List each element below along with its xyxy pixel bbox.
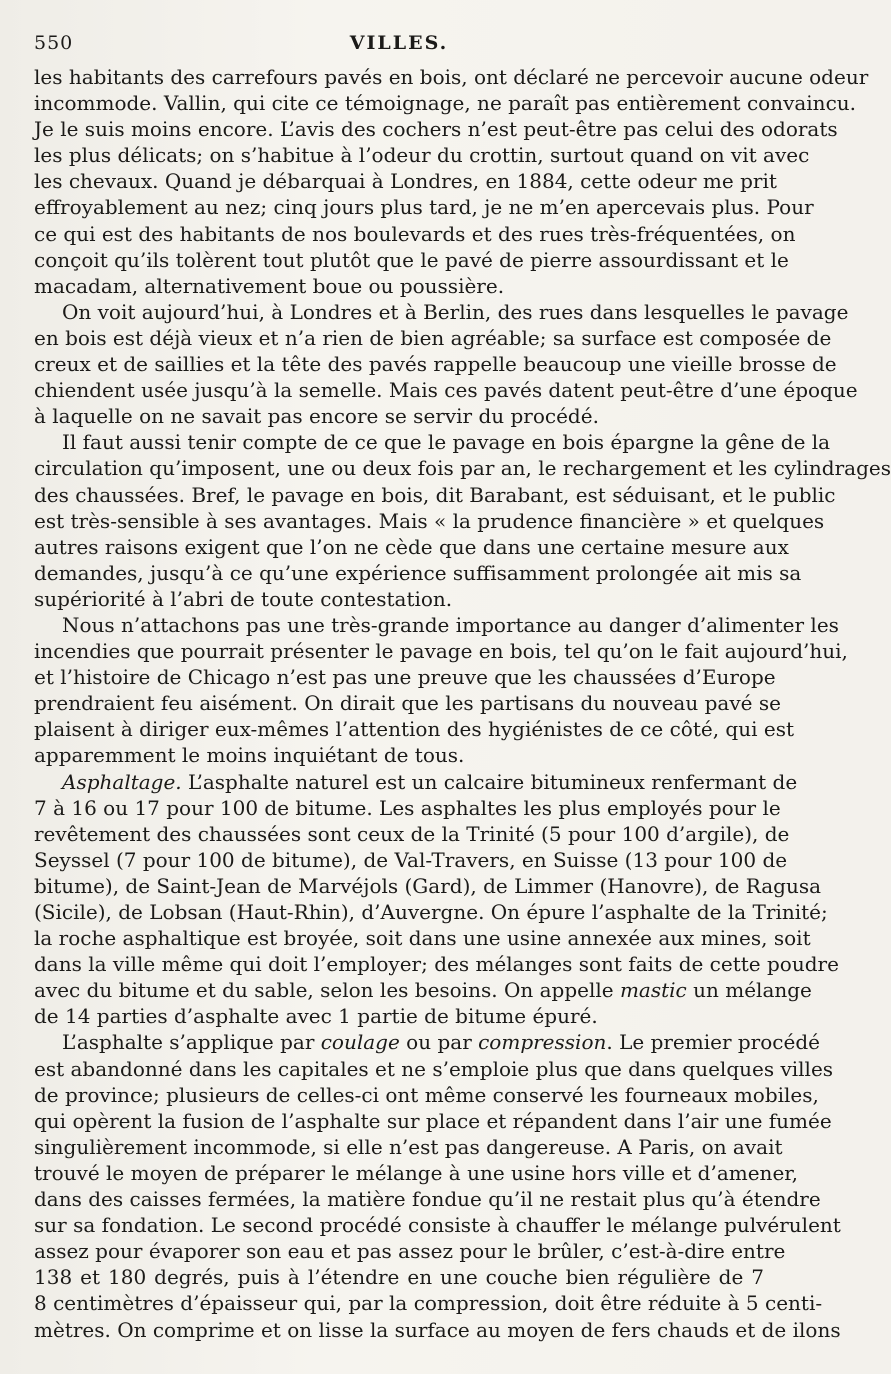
text-line: singulièrement incommode, si elle n’est pas dangereuse. A Paris, on avait [34,1134,783,1159]
text-line: de 14 parties d’asphalte avec 1 partie de bitume épuré. [34,1004,598,1029]
text-line: est abandonné dans les capitales et ne s’emploie plus que dans quelques villes [34,1056,834,1081]
body-text [34,64,891,1343]
text-segment: ilons [786,1317,841,1342]
running-title: VILLES. [349,32,449,54]
text-line: effroyablement au nez; cinq jours plus tard, je ne m’en apercevais plus. Pour [34,195,814,220]
text-line: plaisent à diriger eux-mêmes l’attention des hygiénistes de ce côté, qui est [34,717,794,742]
text-line: 8 centimètres d’épaisseur qui, par la compression, doit être réduite à 5 centi- [34,1291,823,1316]
text-line: incommode. Vallin, qui cite ce témoignage, ne paraît pas entièrement convaincu. [34,91,857,116]
text-line: Seyssel (7 pour 100 de bitume), de Val-Travers, en Suisse (13 pour 100 de [34,847,788,872]
text-line: supériorité à l’abri de toute contestation. [34,586,453,611]
paragraph-start-line [34,769,798,795]
text-line: de province; plusieurs de celles-ci ont même conservé les fourneaux mobiles, [34,1082,819,1107]
text-line: creux et de saillies et la tête des pavés rappelle beaucoup une vieille brosse de [34,352,837,377]
paragraph-start-line: On voit aujourd’hui, à Londres et à Berlin, des rues dans lesquelles le pavage [62,299,849,324]
text-segment: L’asphalte s’applique par [62,1030,321,1055]
text-line: qui opèrent la fusion de l’asphalte sur place et répandent dans l’air une fumée [34,1108,832,1133]
text-line: trouvé le moyen de préparer le mélange à une usine hors ville et d’amener, [34,1160,798,1185]
text-line: les chevaux. Quand je débarquai à Londres, en 1884, cette odeur me prit [34,169,777,194]
term-mastic: mastic [619,978,687,1003]
text-line: ce qui est des habitants de nos boulevards et des rues très-fréquentées, on [34,221,796,246]
text-line: en bois est déjà vieux et n’a rien de bien agréable; sa surface est composée de [34,325,832,350]
text-line: (Sicile), de Lobsan (Haut-Rhin), d’Auvergne. On épure l’asphalte de la Trinité; [34,900,828,924]
text-line: la roche asphaltique est broyée, soit dans une usine annexée aux mines, soit [34,926,811,951]
text-line: incendies que pourrait présenter le pavage en bois, tel qu’on le fait aujourd’hui, [34,639,848,664]
text-line: dans des caisses fermées, la matière fondue qu’il ne restait plus qu’à étendre [34,1187,821,1212]
text-line: dans la ville même qui doit l’employer; des mélanges sont faits de cette poudre [34,952,839,977]
page-number: 550 [34,32,74,54]
text-line: assez pour évaporer son eau et pas assez pour le brûler, c’est-à-dire entre [34,1239,786,1264]
section-heading-asphaltage: Asphaltage. [62,769,182,794]
text-line: Je le suis moins encore. L’avis des cochers n’est peut-être pas celui des odorats [34,117,838,142]
text-line: est très-sensible à ses avantages. Mais « la prudence financière » et quelques [34,508,825,533]
paragraph-start-line [34,1029,820,1055]
term-compression: compression [478,1030,607,1055]
text-line: apparemment le moins inquiétant de tous. [34,743,465,768]
text-segment: avec du bitume et du sable, selon les besoins. On appelle [34,978,620,1003]
term-coulage: coulage [320,1030,400,1055]
paragraph-start-line: Nous n’attachons pas une très-grande importance au danger d’alimenter les [62,612,839,637]
text-segment: mètres. On comprime et on lisse la surface au moyen de fers chauds et de [34,1317,787,1342]
text-line: revêtement des chaussées sont ceux de la Trinité (5 pour 100 d’argile), de [34,821,790,846]
text-segment: un mélange [686,978,812,1003]
text-line: conçoit qu’ils tolèrent tout plutôt que le pavé de pierre assourdissant et le [34,247,789,272]
text-line: demandes, jusqu’à ce qu’une expérience suffisamment prolongée ait mis sa [34,560,802,585]
text-line: circulation qu’imposent, une ou deux fois par an, le rechargement et les cylindrages [34,456,891,481]
text-line: les habitants des carrefours pavés en bois, ont déclaré ne percevoir aucune odeur [34,65,869,89]
text-line: et l’histoire de Chicago n’est pas une preuve que les chaussées d’Europe [34,665,776,690]
text-line: autres raisons exigent que l’on ne cède que dans une certaine mesure aux [34,534,789,559]
text-line: les plus délicats; on s’habitue à l’odeur du crottin, surtout quand on vit avec [34,143,810,168]
text-line: bitume), de Saint-Jean de Marvéjols (Gard), de Limmer (Hanovre), de Ragusa [34,873,822,898]
text-line [34,1317,841,1343]
text-line: des chaussées. Bref, le pavage en bois, dit Barabant, est séduisant, et le public [34,482,836,507]
text-line: 138 et 180 degrés, puis à l’étendre en une couche bien régulière de 7 [34,1265,764,1290]
text-line: à laquelle on ne savait pas encore se servir du procédé. [34,404,599,429]
text-segment: ou par [399,1030,479,1055]
text-line: prendraient feu aisément. On dirait que les partisans du nouveau pavé se [34,691,781,716]
text-segment: L’asphalte naturel est un calcaire bitumineux renfermant de [181,769,798,794]
text-line: macadam, alternativement boue ou poussière. [34,273,505,298]
paragraph-start-line: Il faut aussi tenir compte de ce que le pavage en bois épargne la gêne de la [62,430,831,455]
text-line: chiendent usée jusqu’à la semelle. Mais ces pavés datent peut-être d’une époque [34,378,858,403]
text-segment: . Le premier procédé [606,1030,820,1055]
text-line: sur sa fondation. Le second procédé consiste à chauffer le mélange pulvérulent [34,1213,841,1238]
text-line: 7 à 16 ou 17 pour 100 de bitume. Les asphaltes les plus employés pour le [34,795,781,820]
text-line [34,977,812,1003]
page-header [34,30,764,64]
